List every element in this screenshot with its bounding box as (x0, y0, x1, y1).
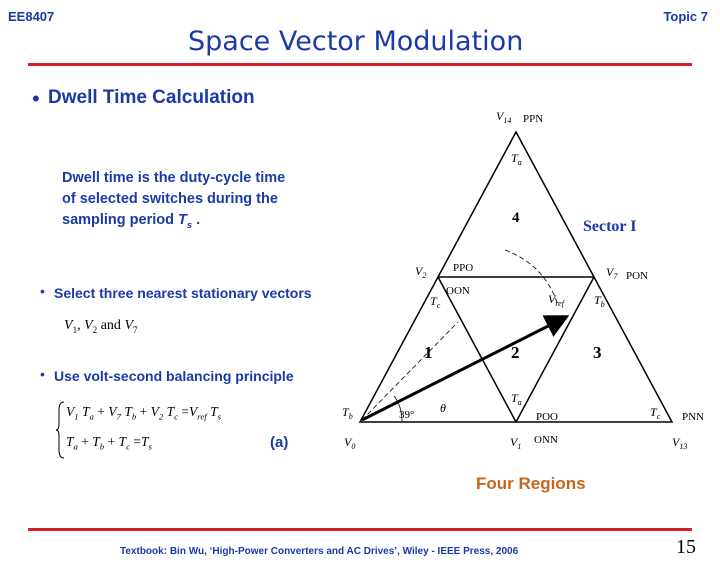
region-2: 2 (511, 343, 520, 362)
sub-bullet-2-dot: • (40, 366, 45, 382)
v1-state-2: ONN (534, 434, 558, 446)
vector-v7-sub: 7 (133, 324, 138, 335)
top-dwell: $T_a$ (511, 151, 522, 167)
v7-state: PON (626, 270, 649, 282)
definition-prefix: sampling period (62, 212, 174, 228)
bottom-divider (28, 528, 692, 531)
vector-v1: V (64, 318, 73, 333)
v2-dwell: $T_c$ (430, 294, 441, 310)
sub-bullet-1-dot: • (40, 283, 45, 299)
nearest-vectors (64, 318, 138, 335)
top-divider (28, 63, 692, 66)
angle-value: 39° (399, 409, 415, 421)
v13-state: PNN (682, 411, 705, 423)
definition-symbol: T (178, 212, 187, 228)
equation-marker: (a) (270, 434, 289, 451)
vector-v2: V (84, 318, 93, 333)
region-4: 4 (512, 210, 520, 226)
slide-title: Space Vector Modulation (188, 26, 524, 57)
v1-top-dwell: $T_a$ (511, 391, 522, 407)
reference-vector-arrow (362, 318, 564, 420)
sector-diagram (330, 100, 720, 460)
region-1: 1 (424, 343, 433, 362)
regions-caption: Four Regions (476, 474, 586, 493)
equation-1: $V_1$ $T_a + V_7$ $T_b + V_2$ $T_c =V_{ref}$ $T_s$ (66, 404, 221, 422)
definition-suffix: . (196, 212, 201, 228)
sub-bullet-2-text: Use volt-second balancing principle (54, 368, 294, 384)
vref-label: $V_{ref}$ (548, 292, 564, 308)
vector-and: and (100, 318, 121, 333)
definition-line-2: of selected switches during the (62, 191, 278, 207)
v13-label: $V_{13}$ (672, 435, 688, 451)
equation-2: $T_a + T_b + T_c =T_s$ (66, 434, 152, 452)
v2-state-2: OON (446, 285, 470, 297)
page-number: 15 (676, 536, 696, 558)
top-vertex-state: PPN (523, 113, 544, 125)
definition-symbol-sub: s (186, 218, 193, 230)
v0-label: $V_0$ (344, 435, 356, 451)
v1-label: $V_1$ (510, 435, 522, 451)
vector-v7: V (124, 318, 133, 333)
vector-v2-sub: 2 (92, 324, 98, 335)
equation-brace-icon (56, 400, 66, 460)
sub-bullet-1-text: Select three nearest stationary vectors (54, 285, 312, 301)
definition-line-1: Dwell time is the duty-cycle time (62, 170, 286, 186)
footer-reference: Textbook: Bin Wu, ‘High-Power Converters and AC Drives’, Wiley - IEEE Press, 2006 (120, 546, 519, 557)
theta-label: θ (440, 401, 446, 415)
v13-dwell: $T_c$ (650, 405, 661, 421)
v7-dwell: $T_b$ (594, 293, 605, 309)
vector-v1-sub: 1 (72, 324, 78, 335)
sector-label: Sector I (583, 218, 637, 235)
v2-state-1: PPO (453, 262, 474, 274)
v1-state-1: POO (536, 411, 559, 423)
top-vertex-label: $V_{14}$ (496, 109, 512, 125)
v7-label: $V_7$ (606, 265, 618, 281)
region-3: 3 (593, 343, 602, 362)
course-code: EE8407 (8, 9, 55, 24)
main-bullet-dot: • (32, 86, 40, 111)
vector-sep: , (77, 318, 81, 333)
v2-label: $V_2$ (415, 264, 427, 280)
origin-dwell: $T_b$ (342, 405, 353, 421)
definition-line-3 (62, 212, 200, 230)
topic-label: Topic 7 (663, 9, 708, 24)
main-bullet-text: Dwell Time Calculation (48, 87, 255, 108)
